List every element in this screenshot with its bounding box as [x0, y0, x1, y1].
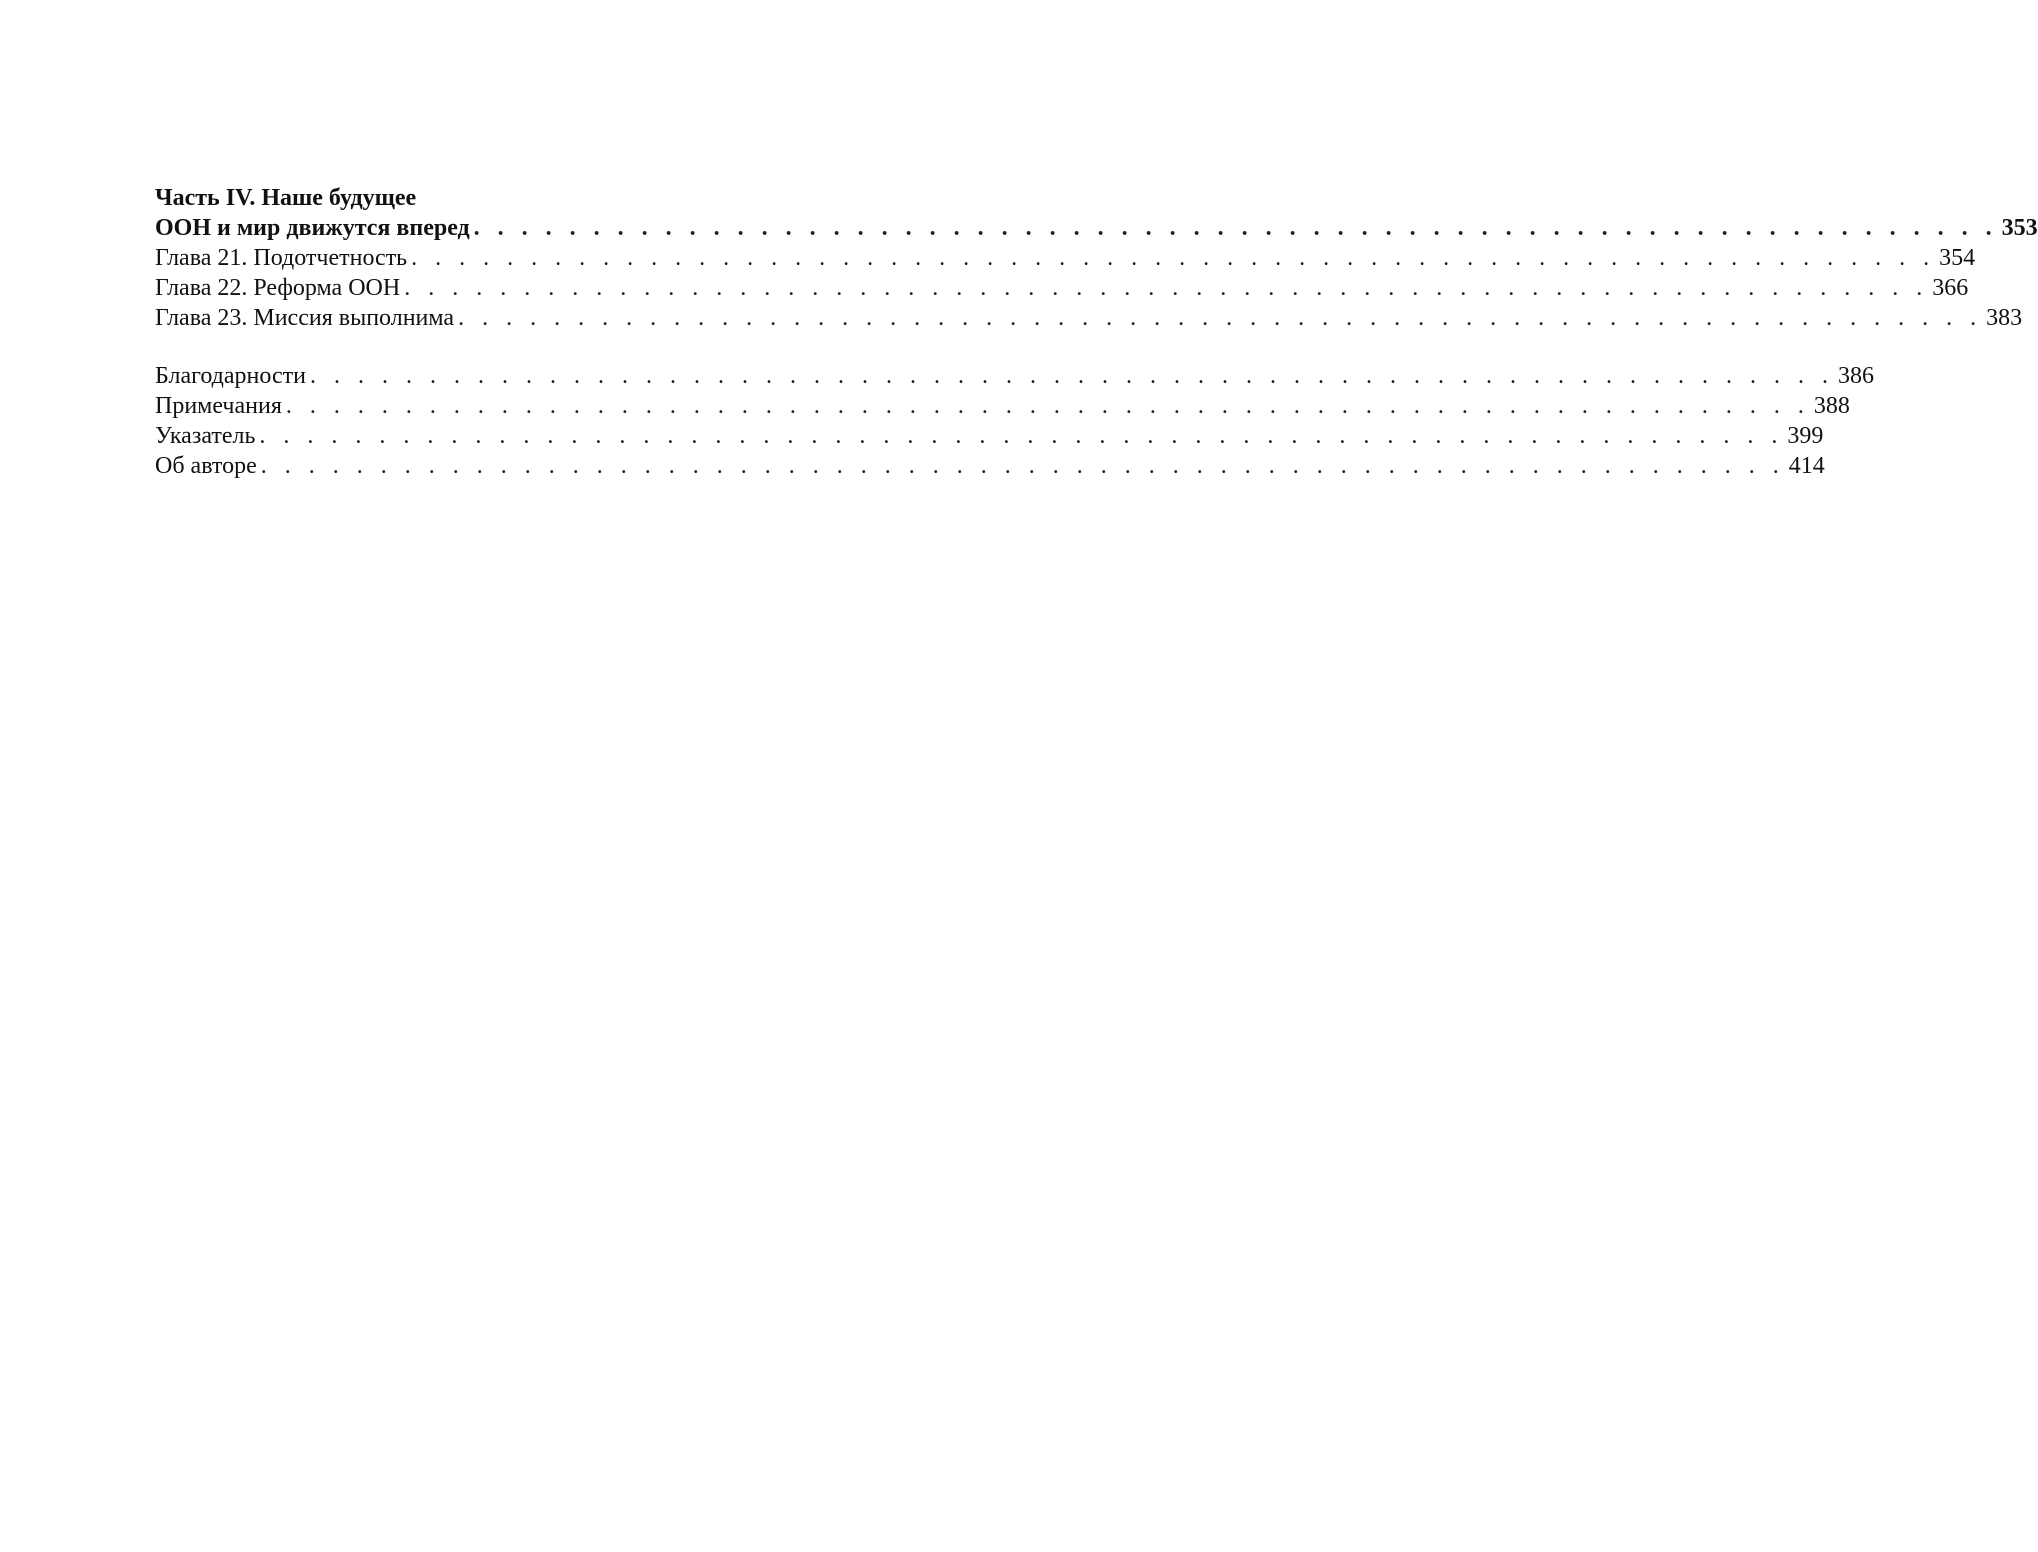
dot-leader: . . . . . . . . . . . . . . . . . . . . . . . . . . . . . . . . . . . . . . . . . . . . . . . . . . . . . . . . . . . . . . . .	[473, 215, 1998, 241]
toc-entry-back-matter[interactable]	[155, 451, 1825, 481]
toc-entry-page: 354	[1939, 245, 1976, 271]
dot-leader: . . . . . . . . . . . . . . . . . . . . . . . . . . . . . . . . . . . . . . . . . . . . . . . . . . . . . . . . . . . . . . . .	[404, 275, 1929, 301]
section-spacer	[155, 333, 877, 361]
toc-entry-page: 399	[1787, 423, 1824, 449]
toc-entry-page: 366	[1932, 275, 1969, 301]
toc-entry-label: Благодарности	[155, 363, 306, 389]
dot-leader: . . . . . . . . . . . . . . . . . . . . . . . . . . . . . . . . . . . . . . . . . . . . . . . . . . . . . . . . . . . . . . . .	[458, 305, 1983, 331]
toc-entry-label: Глава 23. Миссия выполнима	[155, 305, 455, 331]
toc-entry-chapter[interactable]	[155, 303, 2023, 333]
toc-entry-page: 353	[2001, 215, 2038, 241]
toc-entry-page: 388	[1813, 393, 1850, 419]
toc-entry-page: 386	[1837, 363, 1874, 389]
toc-entry-label: Примечания	[155, 393, 282, 419]
toc-entry-label: Глава 22. Реформа ООН	[155, 275, 401, 301]
toc-entry-page: 414	[1788, 453, 1825, 479]
toc-entry-label: Указатель	[155, 423, 256, 449]
toc-entry-back-matter[interactable]	[155, 421, 1824, 451]
toc-entry-part[interactable]	[155, 213, 2038, 243]
table-of-contents	[155, 183, 2038, 481]
toc-entry-back-matter[interactable]	[155, 391, 1850, 421]
toc-entry-chapter[interactable]	[155, 273, 1969, 303]
toc-entry-label: ООН и мир движутся вперед	[155, 215, 470, 241]
dot-leader: . . . . . . . . . . . . . . . . . . . . . . . . . . . . . . . . . . . . . . . . . . . . . . . . . . . . . . . . . . . . . . . .	[411, 245, 1936, 271]
dot-leader: . . . . . . . . . . . . . . . . . . . . . . . . . . . . . . . . . . . . . . . . . . . . . . . . . . . . . . . . . . . . . . . .	[260, 453, 1785, 479]
toc-entry-back-matter[interactable]	[155, 361, 1874, 391]
toc-entry-page: 383	[1986, 305, 2023, 331]
toc-entry-label: Глава 21. Подотчетность	[155, 245, 408, 271]
toc-entry-label: Об авторе	[155, 453, 257, 479]
dot-leader: . . . . . . . . . . . . . . . . . . . . . . . . . . . . . . . . . . . . . . . . . . . . . . . . . . . . . . . . . . . . . . . .	[309, 363, 1834, 389]
part-title: Часть IV. Наше будущее	[155, 185, 417, 211]
dot-leader: . . . . . . . . . . . . . . . . . . . . . . . . . . . . . . . . . . . . . . . . . . . . . . . . . . . . . . . . . . . . . . . .	[285, 393, 1810, 419]
toc-entry-chapter[interactable]	[155, 243, 1976, 273]
dot-leader: . . . . . . . . . . . . . . . . . . . . . . . . . . . . . . . . . . . . . . . . . . . . . . . . . . . . . . . . . . . . . . . .	[259, 423, 1784, 449]
